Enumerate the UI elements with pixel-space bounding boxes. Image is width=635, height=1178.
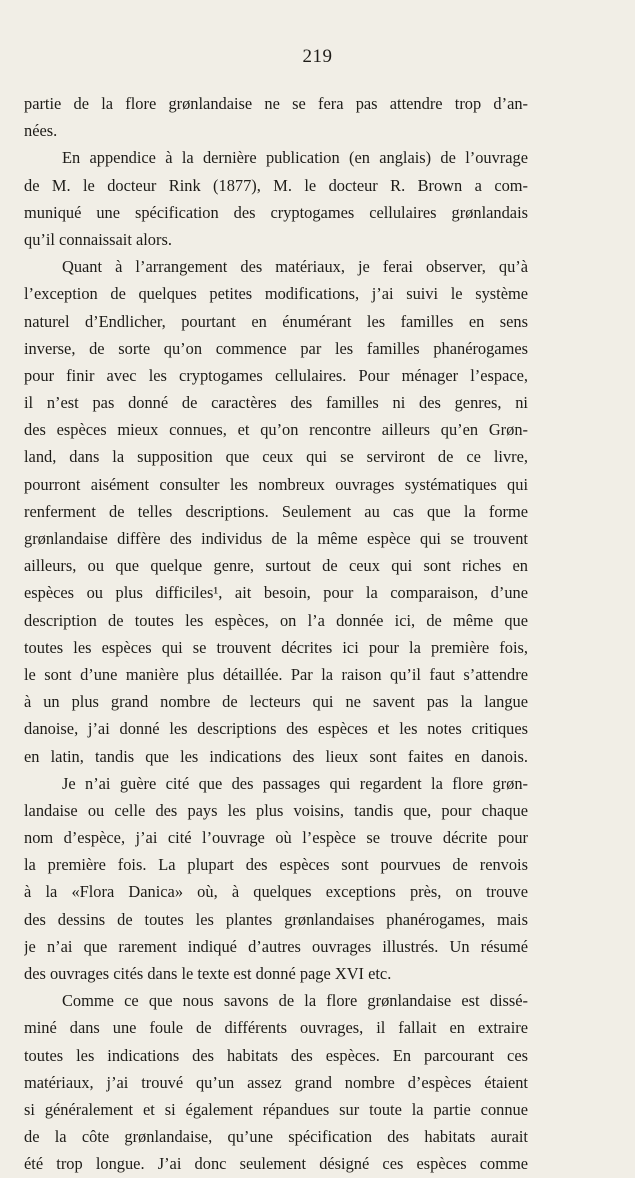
text-line: qu’il connaissait alors. <box>24 229 172 249</box>
text-line: toutes les espèces qui se trouvent décrites ici pour la première fois, <box>24 637 528 657</box>
text-line: à un plus grand nombre de lecteurs qui ne savent pas la langue <box>24 692 528 712</box>
text-line: landaise ou celle des pays les plus voisins, tandis que, pour chaque <box>24 800 528 820</box>
text-line: à la «Flora Danica» où, à quelques exceptions près, on trouve <box>24 882 528 902</box>
text-line: Comme ce que nous savons de la flore grønlandaise est dissé- <box>62 991 528 1011</box>
text-line: espèces ou plus difficiles¹, ait besoin, pour la comparaison, d’une <box>24 583 528 603</box>
text-line: muniqué une spécification des cryptogames cellulaires grønlandais <box>24 202 528 222</box>
text-line: de la côte grønlandaise, qu’une spécification des habitats aurait <box>24 1127 528 1147</box>
text-line: été trop longue. J’ai donc seulement désigné ces espèces comme <box>24 1154 528 1174</box>
body-text <box>24 90 528 1178</box>
text-line: Quant à l’arrangement des matériaux, je ferai observer, qu’à <box>62 257 528 277</box>
text-line: renferment de telles descriptions. Seulement au cas que la forme <box>24 501 528 521</box>
text-line: nées. <box>24 121 58 141</box>
text-line: inverse, de sorte qu’on commence par les familles phanérogames <box>24 338 528 358</box>
text-line: pourront aisément consulter les nombreux ouvrages systématiques qui <box>24 474 528 494</box>
text-line: land, dans la supposition que ceux qui se serviront de ce livre, <box>24 447 528 467</box>
text-line: partie de la flore grønlandaise ne se fera pas attendre trop d’an- <box>24 94 528 113</box>
text-line: matériaux, j’ai trouvé qu’un assez grand nombre d’espèces étaient <box>24 1072 528 1092</box>
text-line: nom d’espèce, j’ai cité l’ouvrage où l’espèce se trouve décrite pour <box>24 828 528 848</box>
text-line: pour finir avec les cryptogames cellulaires. Pour ménager l’espace, <box>24 365 528 385</box>
text-line: Je n’ai guère cité que des passages qui regardent la flore grøn- <box>62 773 528 793</box>
text-line: le sont d’une manière plus détaillée. Par la raison qu’il faut s’attendre <box>24 664 528 684</box>
text-line: je n’ai que rarement indiqué d’autres ouvrages illustrés. Un résumé <box>24 936 528 956</box>
text-line: grønlandaise diffère des individus de la même espèce qui se trouvent <box>24 529 528 548</box>
text-line: des espèces mieux connues, et qu’on rencontre ailleurs qu’en Grøn- <box>24 420 528 440</box>
text-line: description de toutes les espèces, on l’a donnée ici, de même que <box>24 610 528 630</box>
text-line: En appendice à la dernière publication (en anglais) de l’ouvrage <box>62 148 528 168</box>
text-line: danoise, j’ai donné les descriptions des espèces et les notes critiques <box>24 719 528 739</box>
text-line: naturel d’Endlicher, pourtant en énumérant les familles en sens <box>24 311 528 331</box>
text-line: des ouvrages cités dans le texte est donné page XVI etc. <box>24 964 392 983</box>
text-line: toutes les indications des habitats des espèces. En parcourant ces <box>24 1045 528 1065</box>
text-line: en latin, tandis que les indications des lieux sont faites en danois. <box>24 746 528 766</box>
text-line: si généralement et si également répandues sur toute la partie connue <box>24 1099 528 1119</box>
text-line: miné dans une foule de différents ouvrages, il fallait en extraire <box>24 1018 528 1038</box>
page-number: 219 <box>302 46 333 67</box>
text-line: des dessins de toutes les plantes grønlandaises phanérogames, mais <box>24 909 528 929</box>
text-line: de M. le docteur Rink (1877), M. le docteur R. Brown a com- <box>24 175 528 195</box>
text-line: il n’est pas donné de caractères des familles ni des genres, ni <box>24 393 528 413</box>
text-line: ailleurs, ou que quelque genre, surtout de ceux qui sont riches en <box>24 556 528 576</box>
text-line: la première fois. La plupart des espèces sont pourvues de renvois <box>24 855 528 875</box>
text-line: l’exception de quelques petites modifications, j’ai suivi le système <box>24 284 528 304</box>
